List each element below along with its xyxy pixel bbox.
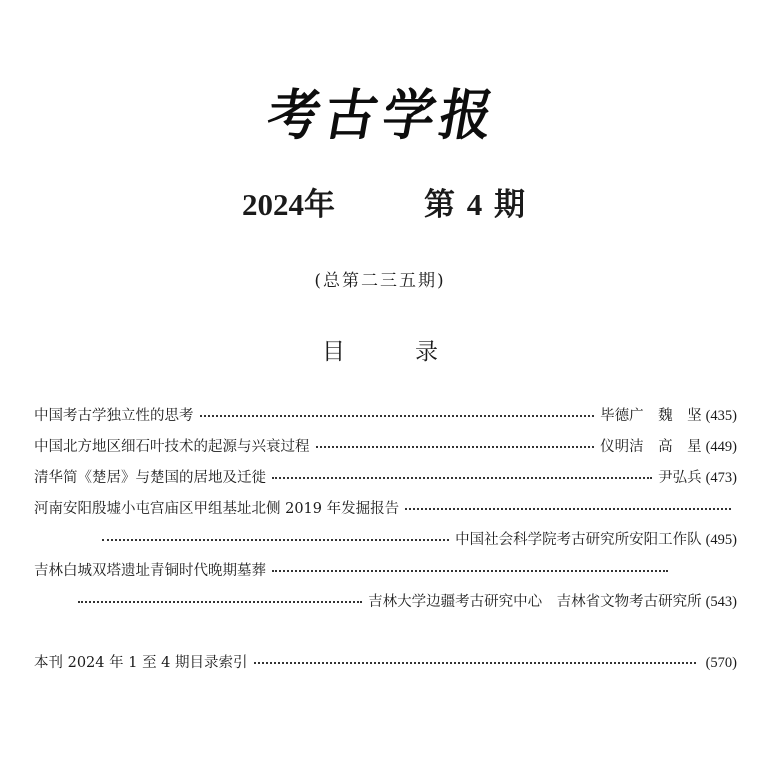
toc-entry-continuation[interactable]	[102, 526, 737, 554]
toc-entry[interactable]	[34, 433, 737, 461]
toc-entry-page: (449)	[705, 439, 737, 455]
masthead-char: 考	[262, 84, 324, 148]
toc-entry[interactable]	[34, 557, 674, 585]
toc-entry-authors: 尹弘兵	[658, 470, 702, 486]
toc-entry[interactable]	[34, 402, 737, 430]
leader-dots	[78, 601, 362, 603]
issue-year: 2024年	[242, 187, 335, 222]
toc-heading	[0, 336, 760, 368]
leader-dots	[405, 508, 731, 510]
toc-heading-right: 录	[415, 339, 438, 365]
toc-entry[interactable]	[34, 649, 737, 677]
toc-entry-page: (473)	[705, 470, 737, 486]
toc-entry-authors: 毕德广 魏 坚	[600, 408, 702, 424]
leader-dots	[272, 477, 652, 479]
toc-entry-authors: 仪明洁 高 星	[600, 439, 702, 455]
toc-entry-page: (495)	[705, 532, 737, 548]
leader-dots	[200, 415, 595, 417]
toc-entry-title: 河南安阳殷墟小屯宫庙区甲组基址北侧 2019 年发掘报告	[34, 501, 400, 517]
toc-entry-title: 中国考古学独立性的思考	[34, 408, 194, 424]
issue-number: 第 4 期	[424, 187, 525, 222]
toc-entry[interactable]	[34, 464, 737, 492]
toc-heading-left: 目	[322, 339, 345, 365]
toc-entry-page: (570)	[705, 655, 737, 671]
journal-masthead-logo	[262, 84, 496, 148]
toc-entry-title: 清华简《楚居》与楚国的居地及迁徙	[34, 470, 266, 486]
masthead-char: 古	[319, 84, 381, 148]
masthead-char: 学	[377, 84, 439, 148]
toc-entry-page: (543)	[705, 594, 737, 610]
toc-entry-title: 中国北方地区细石叶技术的起源与兴衰过程	[34, 439, 310, 455]
toc-entry-authors: 吉林大学边疆考古研究中心 吉林省文物考古研究所	[368, 594, 702, 610]
leader-dots	[254, 662, 696, 664]
toc-entry-page: (435)	[705, 408, 737, 424]
leader-dots	[272, 570, 668, 572]
toc-entry-title: 本刊 2024 年 1 至 4 期目录索引	[34, 655, 248, 671]
total-issue-number: (总第二三五期)	[314, 271, 446, 291]
toc-entry-title: 吉林白城双塔遗址青铜时代晚期墓葬	[34, 563, 266, 579]
issue-line	[0, 182, 760, 228]
toc-entry-continuation[interactable]	[78, 588, 737, 616]
leader-dots	[102, 539, 449, 541]
toc-entry[interactable]	[34, 495, 737, 523]
masthead-char: 报	[434, 84, 496, 148]
toc-entry-authors: 中国社会科学院考古研究所安阳工作队	[455, 532, 702, 548]
leader-dots	[316, 446, 595, 448]
